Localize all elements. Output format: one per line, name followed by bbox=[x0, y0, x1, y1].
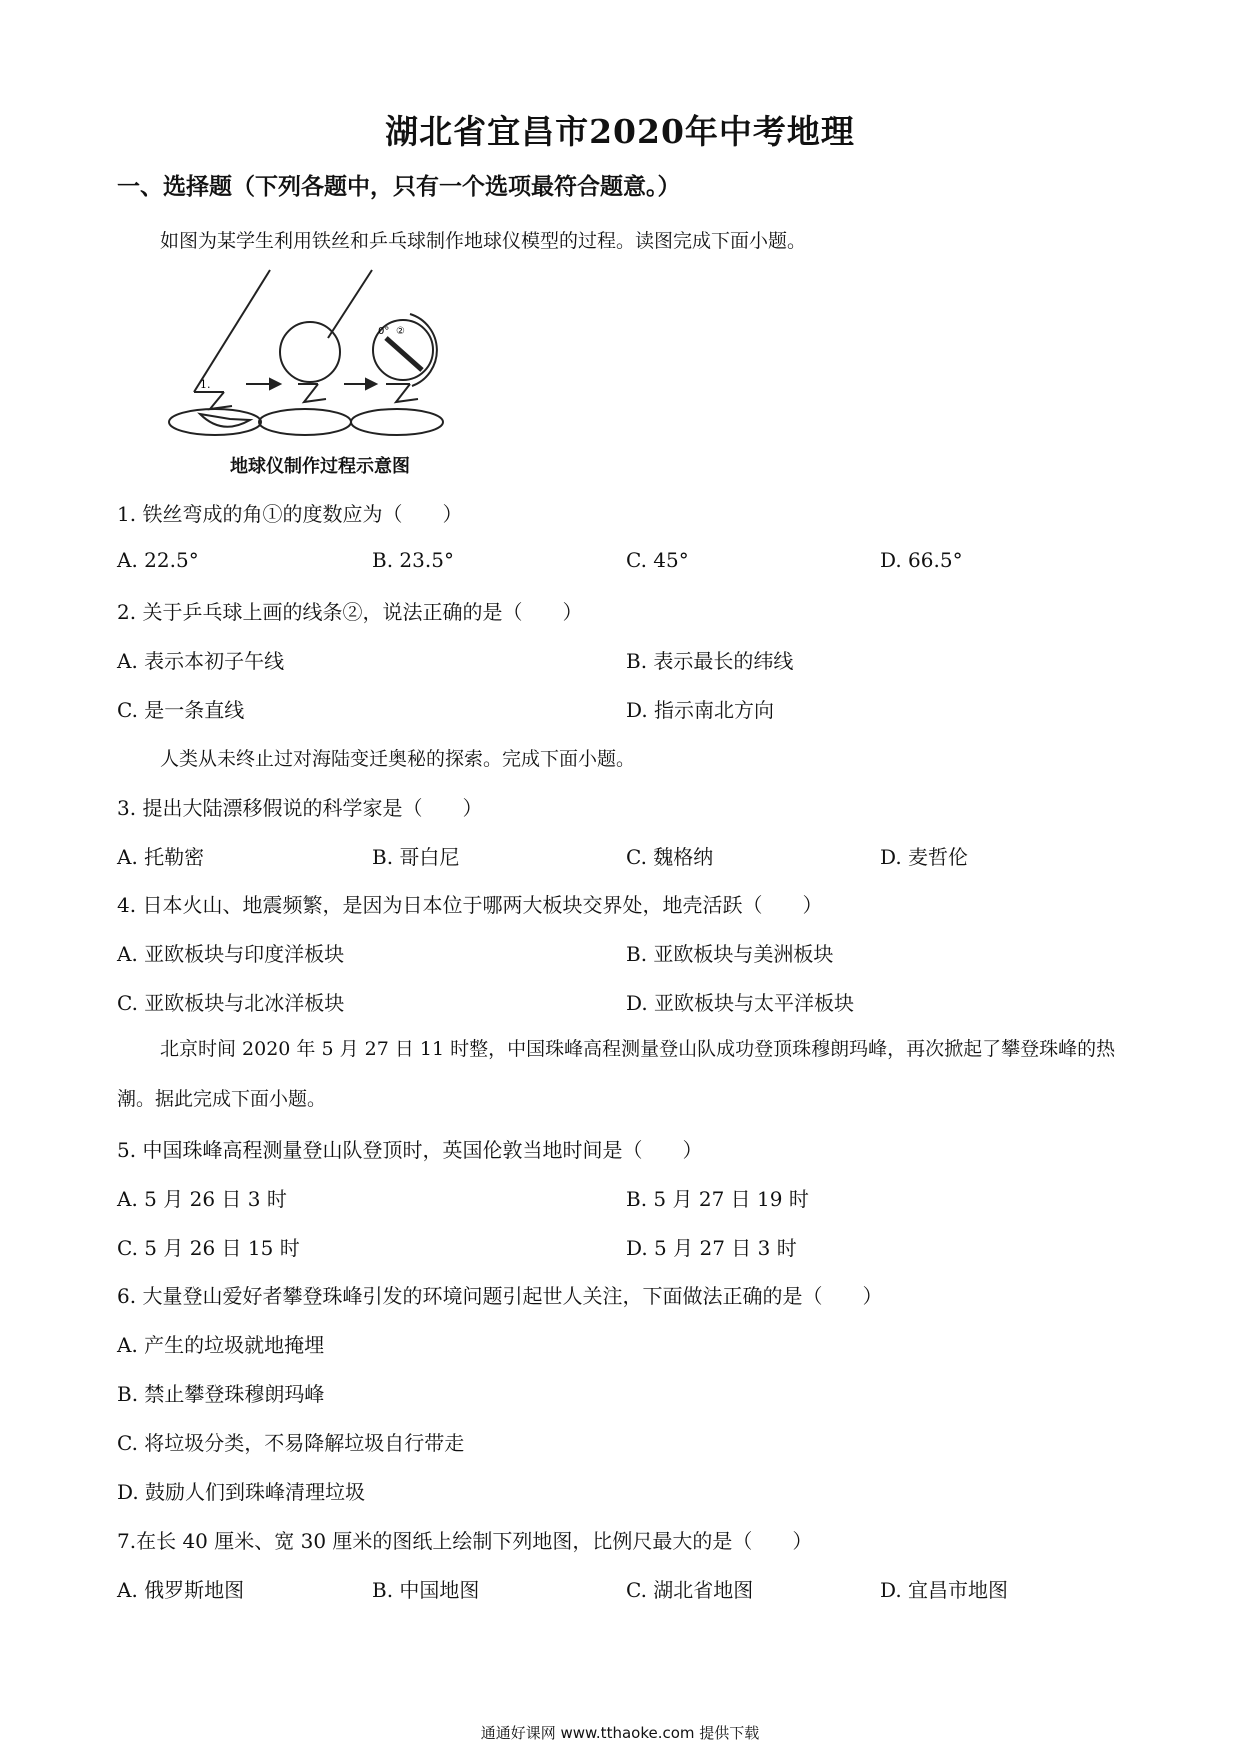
q6-option-c: C. 将垃圾分类，不易降解垃圾自行带走 bbox=[117, 1431, 465, 1455]
q1-option-b: B. 23.5° bbox=[372, 548, 454, 572]
intro-text-1: 如图为某学生利用铁丝和乒乓球制作地球仪模型的过程。读图完成下面小题。 bbox=[160, 230, 807, 252]
globe-process-diagram bbox=[160, 266, 480, 451]
question-2: 2. 关于乒乓球上画的线条②，说法正确的是（ ） bbox=[117, 600, 583, 624]
section-heading: 一、选择题（下列各题中，只有一个选项最符合题意。） bbox=[117, 173, 681, 200]
q5-option-a: A. 5 月 26 日 3 时 bbox=[117, 1187, 287, 1211]
q6-option-b: B. 禁止攀登珠穆朗玛峰 bbox=[117, 1382, 325, 1406]
angle-label: 1. bbox=[200, 378, 211, 391]
q4-option-a: A. 亚欧板块与印度洋板块 bbox=[117, 942, 345, 966]
intro-text-2: 人类从未终止过对海陆变迁奥秘的探索。完成下面小题。 bbox=[160, 748, 636, 770]
q6-option-a: A. 产生的垃圾就地掩埋 bbox=[117, 1333, 325, 1357]
q7-option-c: C. 湖北省地图 bbox=[626, 1578, 754, 1602]
q3-option-d: D. 麦哲伦 bbox=[880, 845, 969, 869]
q1-option-d: D. 66.5° bbox=[880, 548, 963, 572]
q5-option-b: B. 5 月 27 日 19 时 bbox=[626, 1187, 809, 1211]
stand-base-2 bbox=[259, 409, 351, 435]
footer-watermark: 通通好课网 www.tthaoke.com 提供下载 bbox=[480, 1724, 760, 1742]
stand-base-3 bbox=[351, 409, 443, 435]
q2-option-d: D. 指示南北方向 bbox=[626, 698, 775, 722]
q5-option-c: C. 5 月 26 日 15 时 bbox=[117, 1236, 300, 1260]
q1-option-c: C. 45° bbox=[626, 548, 689, 572]
wire-line-1 bbox=[194, 270, 270, 392]
q3-option-b: B. 哥白尼 bbox=[372, 845, 460, 869]
line-2-mark bbox=[386, 338, 422, 370]
q3-option-c: C. 魏格纳 bbox=[626, 845, 714, 869]
ping-pong-ball bbox=[280, 322, 340, 382]
q2-option-a: A. 表示本初子午线 bbox=[117, 649, 285, 673]
page-title: 湖北省宜昌市2020年中考地理 bbox=[385, 112, 855, 151]
question-5: 5. 中国珠峰高程测量登山队登顶时，英国伦敦当地时间是（ ） bbox=[117, 1138, 703, 1162]
q2-option-c: C. 是一条直线 bbox=[117, 698, 245, 722]
question-1: 1. 铁丝弯成的角①的度数应为（ ） bbox=[117, 502, 463, 526]
q7-option-d: D. 宜昌市地图 bbox=[880, 1578, 1009, 1602]
q3-option-a: A. 托勒密 bbox=[117, 845, 205, 869]
ball-label-0: 0° bbox=[378, 326, 390, 337]
question-4: 4. 日本火山、地震频繁，是因为日本位于哪两大板块交界处，地壳活跃（ ） bbox=[117, 893, 823, 917]
q2-option-b: B. 表示最长的纬线 bbox=[626, 649, 794, 673]
q4-option-b: B. 亚欧板块与美洲板块 bbox=[626, 942, 834, 966]
q7-option-b: B. 中国地图 bbox=[372, 1578, 480, 1602]
q1-option-a: A. 22.5° bbox=[117, 548, 199, 572]
wire-line-2 bbox=[328, 270, 372, 338]
question-7: 7.在长 40 厘米、宽 30 厘米的图纸上绘制下列地图，比例尺最大的是（ ） bbox=[117, 1529, 813, 1553]
figure-caption: 地球仪制作过程示意图 bbox=[230, 456, 410, 477]
q6-option-d: D. 鼓励人们到珠峰清理垃圾 bbox=[117, 1480, 366, 1504]
question-6: 6. 大量登山爱好者攀登珠峰引发的环境问题引起世人关注，下面做法正确的是（ ） bbox=[117, 1284, 883, 1308]
ball-label-2: ② bbox=[396, 326, 405, 337]
intro-text-3: 北京时间 2020 年 5 月 27 日 11 时整，中国珠峰高程测量登山队成功登顶珠穆朗玛峰，再次掀起了攀登珠峰的热潮。据此完成下面小题。 bbox=[117, 1038, 1116, 1110]
q4-option-d: D. 亚欧板块与太平洋板块 bbox=[626, 991, 855, 1015]
question-3: 3. 提出大陆漂移假说的科学家是（ ） bbox=[117, 796, 483, 820]
q4-option-c: C. 亚欧板块与北冰洋板块 bbox=[117, 991, 345, 1015]
q7-option-a: A. 俄罗斯地图 bbox=[117, 1578, 245, 1602]
wire-hook-1 bbox=[210, 392, 232, 409]
q5-option-d: D. 5 月 27 日 3 时 bbox=[626, 1236, 797, 1260]
globe-process-figure bbox=[160, 266, 480, 481]
